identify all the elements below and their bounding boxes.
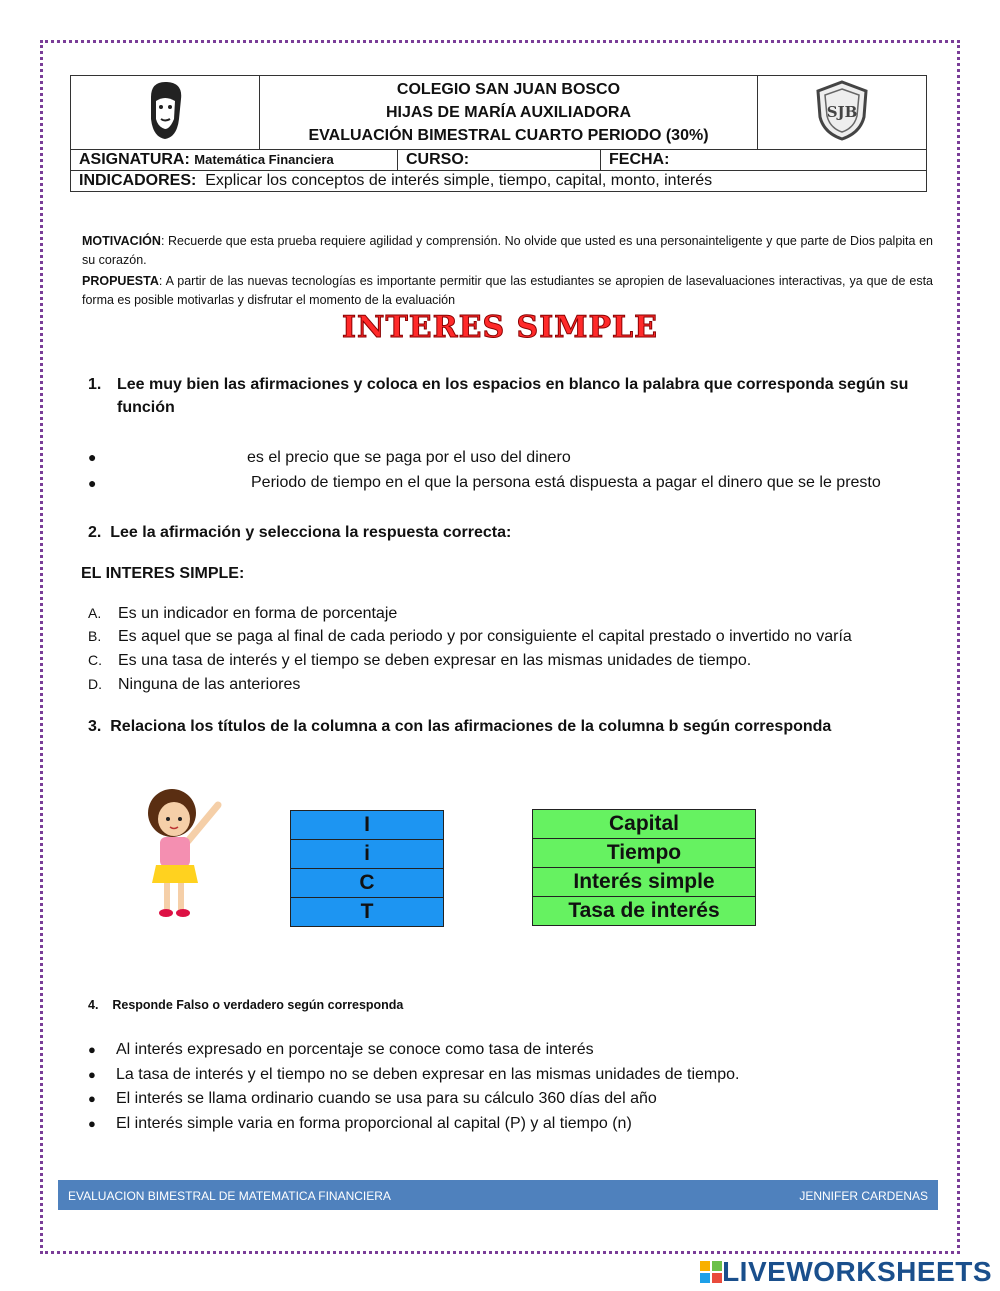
column-a-item[interactable]: i: [291, 840, 444, 869]
option-text: Es aquel que se paga al final de cada periodo y por consiguiente el capital prestado o invertido no varía: [118, 628, 852, 645]
question-number: 4.: [88, 998, 99, 1012]
option-text: Es una tasa de interés y el tiempo se deben expresar en las mismas unidades de tiempo.: [118, 652, 752, 669]
info-table: [70, 149, 927, 192]
indicadores-label: INDICADORES:: [79, 172, 197, 189]
motivacion-text: : Recuerde que esta prueba requiere agilidad y comprensión. No olvide que usted es una personainteligente y que parte de Dios palpita en su corazón.: [82, 234, 933, 267]
asignatura-value: Matemática Financiera: [194, 152, 334, 167]
tf-item[interactable]: ● Al interés expresado en porcentaje se conoce como tasa de interés: [88, 1041, 594, 1058]
true-false-list: [88, 1038, 739, 1136]
school-name: COLEGIO SAN JUAN BOSCO: [396, 81, 621, 98]
question-text: Responde Falso o verdadero según corresponda: [112, 998, 404, 1012]
option-letter: A.: [88, 605, 102, 621]
question-3: [88, 715, 831, 738]
option-text: Es un indicador en forma de porcentaje: [118, 605, 398, 622]
question-4: [88, 998, 403, 1012]
option-letter: B.: [88, 628, 102, 644]
don-bosco-portrait-icon: [143, 79, 187, 141]
question-1: [88, 373, 938, 419]
header-title-cell: [260, 76, 758, 150]
propuesta-label: PROPUESTA: [82, 274, 159, 288]
question-number: 1.: [88, 376, 102, 393]
option-letter: D.: [88, 676, 102, 692]
school-subtitle: HIJAS DE MARÍA AUXILIADORA: [385, 104, 632, 121]
option-a[interactable]: [88, 605, 397, 623]
fecha-label: FECHA:: [601, 150, 927, 171]
footer-bar: [58, 1180, 938, 1210]
tf-item-text: El interés se llama ordinario cuando se usa para su cálculo 360 días del año: [116, 1090, 657, 1108]
option-letter: C.: [88, 652, 102, 668]
blank-input-2[interactable]: [110, 475, 240, 493]
tf-item[interactable]: ● La tasa de interés y el tiempo no se deben expresar en las mismas unidades de tiempo.: [88, 1065, 740, 1083]
seal-cell: [758, 76, 927, 150]
column-a-item[interactable]: T: [291, 898, 444, 927]
brand-name: LIVEWORKSHEETS: [722, 1256, 992, 1287]
tf-item-text: El interés simple varia en forma proporcional al capital (P) y al tiempo (n): [116, 1114, 632, 1132]
column-b-item[interactable]: Tasa de interés: [533, 897, 756, 926]
option-b[interactable]: [88, 628, 852, 646]
asignatura-label: ASIGNATURA:: [79, 151, 190, 168]
footer-left-text: EVALUACION BIMESTRAL DE MATEMATICA FINANCIERA: [68, 1189, 391, 1203]
fill-item-1: es el precio que se paga por el uso del dinero: [247, 449, 571, 466]
indicadores-value: Explicar los conceptos de interés simple, tiempo, capital, monto, interés: [205, 172, 713, 189]
worksheet-title: INTERES SIMPLE: [342, 310, 658, 345]
live-blocks-icon: [700, 1261, 722, 1283]
column-b-table: [532, 809, 756, 926]
tf-item[interactable]: ● El interés se llama ordinario cuando se usa para su cálculo 360 días del año: [88, 1090, 657, 1108]
curso-label: CURSO:: [398, 150, 601, 171]
option-d[interactable]: [88, 676, 300, 694]
girl-illustration-icon: [138, 785, 230, 923]
liveworksheets-logo[interactable]: [700, 1256, 992, 1288]
question-number: 2.: [88, 524, 102, 541]
column-b-item[interactable]: Tiempo: [533, 839, 756, 868]
school-seal-icon: [814, 79, 870, 141]
tf-item-text: Al interés expresado en porcentaje se conoce como tasa de interés: [116, 1041, 594, 1058]
propuesta-text: : A partir de las nuevas tecnologías es importante permitir que las estudiantes se apropien de lasevaluaciones interactivas, ya que de esta forma es posible motivarlas y disfrutar el momento de la evaluación: [82, 274, 933, 307]
column-a-table: [290, 810, 444, 927]
column-b-item[interactable]: Capital: [533, 810, 756, 839]
footer-author: JENNIFER CARDENAS: [799, 1189, 928, 1203]
question-2-stem: EL INTERES SIMPLE:: [81, 565, 245, 582]
motivacion-paragraph: [82, 232, 933, 270]
svg-text:SJB: SJB: [826, 103, 858, 121]
question-2: [88, 521, 511, 544]
question-text: Lee la afirmación y selecciona la respuesta correcta:: [110, 524, 512, 541]
question-number: 3.: [88, 718, 102, 735]
bullet-icon: ●: [88, 449, 97, 465]
column-a-item[interactable]: C: [291, 869, 444, 898]
tf-item[interactable]: ● El interés simple varia en forma proporcional al capital (P) y al tiempo (n): [88, 1114, 632, 1132]
bullet-icon: ●: [88, 475, 97, 491]
portrait-cell: [71, 76, 260, 150]
option-text: Ninguna de las anteriores: [118, 676, 301, 693]
exam-title: EVALUACIÓN BIMESTRAL CUARTO PERIODO (30%): [308, 127, 709, 144]
blank-input-1[interactable]: [110, 449, 240, 467]
question-text: Relaciona los títulos de la columna a con las afirmaciones de la columna b según corresponda: [110, 718, 832, 735]
motivacion-label: MOTIVACIÓN: [82, 234, 161, 248]
column-a-item[interactable]: I: [291, 811, 444, 840]
fill-item-2: Periodo de tiempo en el que la persona está dispuesta a pagar el dinero que se le presto: [251, 474, 881, 491]
header-table: [70, 75, 927, 150]
option-c[interactable]: [88, 652, 751, 670]
column-b-item[interactable]: Interés simple: [533, 868, 756, 897]
propuesta-paragraph: [82, 272, 933, 310]
tf-item-text: La tasa de interés y el tiempo no se deben expresar en las mismas unidades de tiempo.: [116, 1065, 740, 1083]
question-text: Lee muy bien las afirmaciones y coloca en los espacios en blanco la palabra que corresponda según su función: [117, 376, 909, 416]
